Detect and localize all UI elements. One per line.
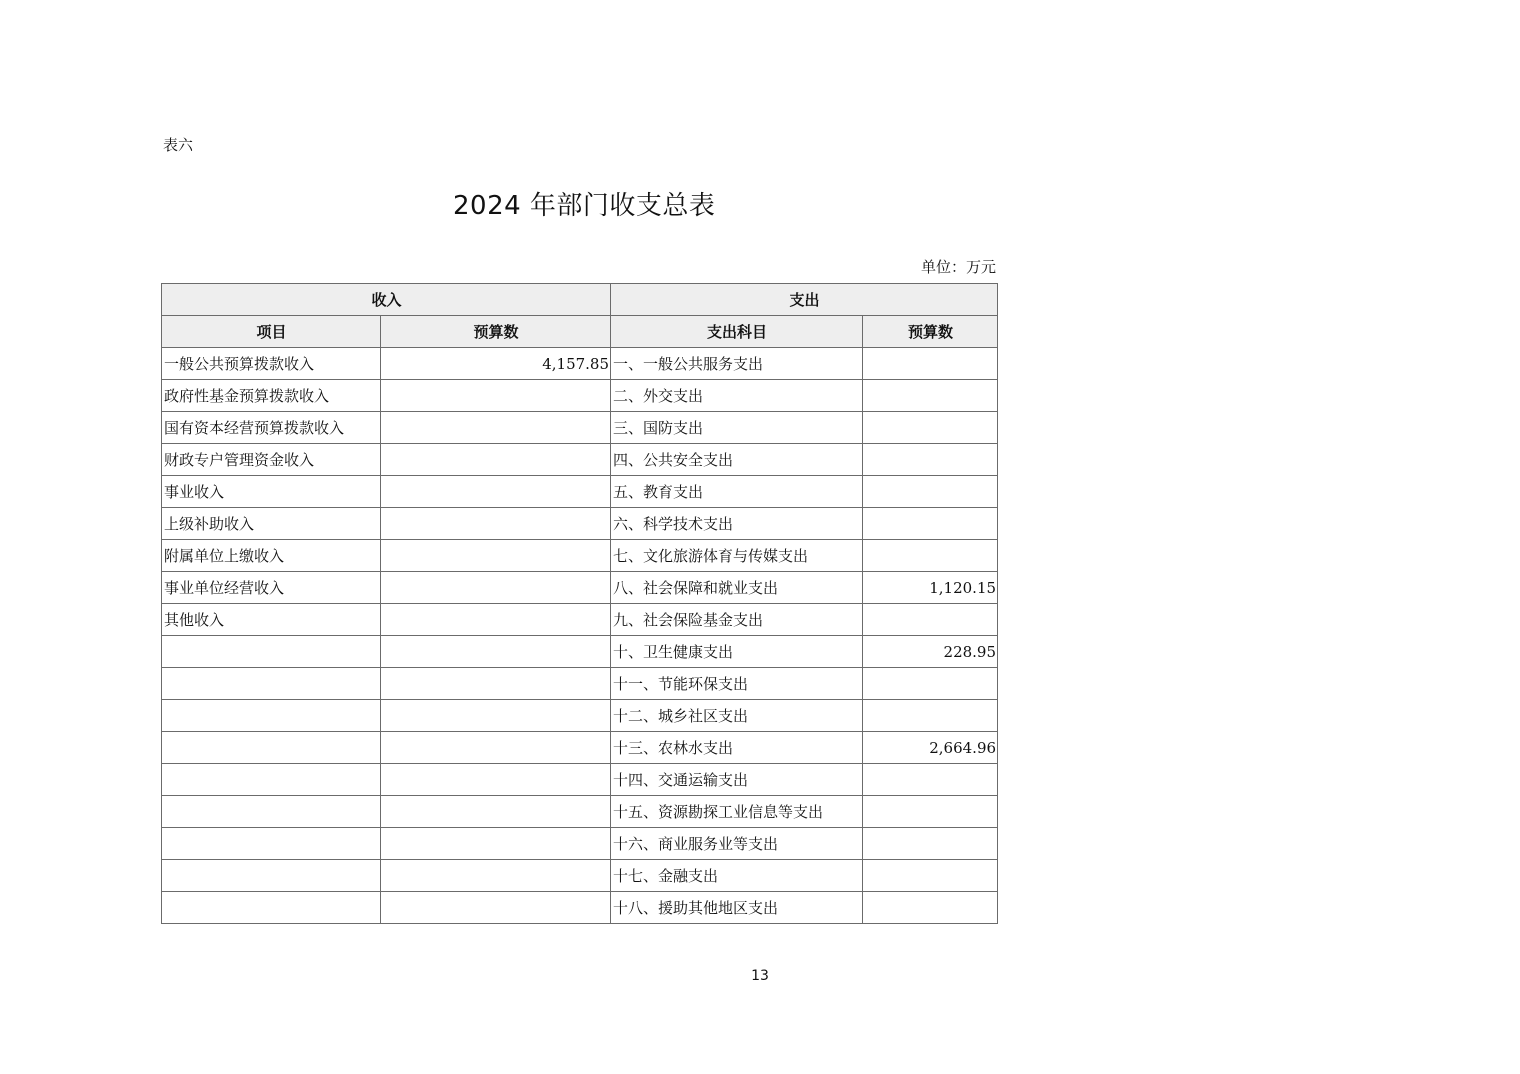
table-row bbox=[162, 796, 998, 828]
income-item-cell: 附属单位上缴收入 bbox=[162, 540, 381, 572]
expense-group-header: 支出 bbox=[611, 284, 998, 316]
table-label: 表六 bbox=[163, 136, 194, 154]
expense-budget-cell bbox=[863, 796, 998, 828]
income-budget-cell bbox=[381, 604, 611, 636]
expense-budget-cell bbox=[863, 380, 998, 412]
table-row bbox=[162, 380, 998, 412]
table-group-header-row bbox=[162, 284, 998, 316]
expense-budget-cell bbox=[863, 348, 998, 380]
income-budget-cell bbox=[381, 700, 611, 732]
expense-budget-cell bbox=[863, 892, 998, 924]
expense-item-cell: 一、一般公共服务支出 bbox=[611, 348, 863, 380]
table-row bbox=[162, 636, 998, 668]
income-item-cell bbox=[162, 636, 381, 668]
income-budget-cell bbox=[381, 412, 611, 444]
table-row bbox=[162, 732, 998, 764]
expense-budget-cell bbox=[863, 604, 998, 636]
table-row bbox=[162, 540, 998, 572]
income-budget-cell bbox=[381, 732, 611, 764]
expense-budget-cell: 1,120.15 bbox=[863, 572, 998, 604]
expense-item-cell: 十、卫生健康支出 bbox=[611, 636, 863, 668]
table-row bbox=[162, 828, 998, 860]
expense-item-cell: 八、社会保障和就业支出 bbox=[611, 572, 863, 604]
income-budget-cell bbox=[381, 476, 611, 508]
income-item-cell: 其他收入 bbox=[162, 604, 381, 636]
expense-item-cell: 十七、金融支出 bbox=[611, 860, 863, 892]
expense-item-cell: 三、国防支出 bbox=[611, 412, 863, 444]
expense-item-cell: 十八、援助其他地区支出 bbox=[611, 892, 863, 924]
expense-budget-column-header: 预算数 bbox=[863, 316, 998, 348]
expense-item-cell: 九、社会保险基金支出 bbox=[611, 604, 863, 636]
table-row bbox=[162, 476, 998, 508]
income-item-cell: 一般公共预算拨款收入 bbox=[162, 348, 381, 380]
income-item-cell bbox=[162, 732, 381, 764]
income-item-cell bbox=[162, 828, 381, 860]
expense-budget-cell bbox=[863, 476, 998, 508]
income-budget-cell bbox=[381, 444, 611, 476]
expense-item-cell: 十一、节能环保支出 bbox=[611, 668, 863, 700]
expense-item-column-header: 支出科目 bbox=[611, 316, 863, 348]
income-item-cell bbox=[162, 700, 381, 732]
income-item-column-header: 项目 bbox=[162, 316, 381, 348]
table-row bbox=[162, 892, 998, 924]
income-group-header: 收入 bbox=[162, 284, 611, 316]
expense-item-cell: 十五、资源勘探工业信息等支出 bbox=[611, 796, 863, 828]
expense-item-cell: 二、外交支出 bbox=[611, 380, 863, 412]
table-row bbox=[162, 700, 998, 732]
table-row bbox=[162, 412, 998, 444]
table-row bbox=[162, 860, 998, 892]
expense-budget-cell bbox=[863, 860, 998, 892]
income-budget-cell bbox=[381, 796, 611, 828]
table-row bbox=[162, 604, 998, 636]
income-budget-cell bbox=[381, 380, 611, 412]
expense-item-cell: 十四、交通运输支出 bbox=[611, 764, 863, 796]
expense-budget-cell bbox=[863, 412, 998, 444]
table-row bbox=[162, 668, 998, 700]
income-budget-cell bbox=[381, 764, 611, 796]
table-row bbox=[162, 444, 998, 476]
income-budget-cell bbox=[381, 572, 611, 604]
income-item-cell bbox=[162, 892, 381, 924]
income-budget-column-header: 预算数 bbox=[381, 316, 611, 348]
income-budget-cell: 4,157.85 bbox=[381, 348, 611, 380]
expense-budget-cell bbox=[863, 828, 998, 860]
income-item-cell bbox=[162, 764, 381, 796]
income-item-cell: 财政专户管理资金收入 bbox=[162, 444, 381, 476]
income-item-cell: 国有资本经营预算拨款收入 bbox=[162, 412, 381, 444]
expense-item-cell: 七、文化旅游体育与传媒支出 bbox=[611, 540, 863, 572]
table-column-header-row bbox=[162, 316, 998, 348]
table-row bbox=[162, 572, 998, 604]
expense-item-cell: 十六、商业服务业等支出 bbox=[611, 828, 863, 860]
budget-summary-table bbox=[161, 283, 998, 924]
income-item-cell bbox=[162, 796, 381, 828]
income-budget-cell bbox=[381, 636, 611, 668]
income-budget-cell bbox=[381, 508, 611, 540]
expense-item-cell: 六、科学技术支出 bbox=[611, 508, 863, 540]
page-title: 2024 年部门收支总表 bbox=[453, 191, 716, 221]
expense-budget-cell bbox=[863, 508, 998, 540]
income-budget-cell bbox=[381, 540, 611, 572]
expense-budget-cell: 228.95 bbox=[863, 636, 998, 668]
expense-item-cell: 十三、农林水支出 bbox=[611, 732, 863, 764]
income-item-cell bbox=[162, 860, 381, 892]
expense-item-cell: 四、公共安全支出 bbox=[611, 444, 863, 476]
table-row bbox=[162, 508, 998, 540]
income-budget-cell bbox=[381, 668, 611, 700]
income-budget-cell bbox=[381, 828, 611, 860]
income-item-cell: 事业单位经营收入 bbox=[162, 572, 381, 604]
income-item-cell bbox=[162, 668, 381, 700]
income-budget-cell bbox=[381, 892, 611, 924]
expense-budget-cell bbox=[863, 540, 998, 572]
income-item-cell: 事业收入 bbox=[162, 476, 381, 508]
expense-item-cell: 五、教育支出 bbox=[611, 476, 863, 508]
expense-budget-cell: 2,664.96 bbox=[863, 732, 998, 764]
income-budget-cell bbox=[381, 860, 611, 892]
expense-budget-cell bbox=[863, 764, 998, 796]
page-number: 13 bbox=[751, 968, 769, 984]
table-row bbox=[162, 348, 998, 380]
table-body bbox=[162, 348, 998, 924]
income-item-cell: 政府性基金预算拨款收入 bbox=[162, 380, 381, 412]
expense-item-cell: 十二、城乡社区支出 bbox=[611, 700, 863, 732]
expense-budget-cell bbox=[863, 444, 998, 476]
expense-budget-cell bbox=[863, 668, 998, 700]
table-row bbox=[162, 764, 998, 796]
unit-label: 单位：万元 bbox=[920, 258, 996, 276]
expense-budget-cell bbox=[863, 700, 998, 732]
income-item-cell: 上级补助收入 bbox=[162, 508, 381, 540]
